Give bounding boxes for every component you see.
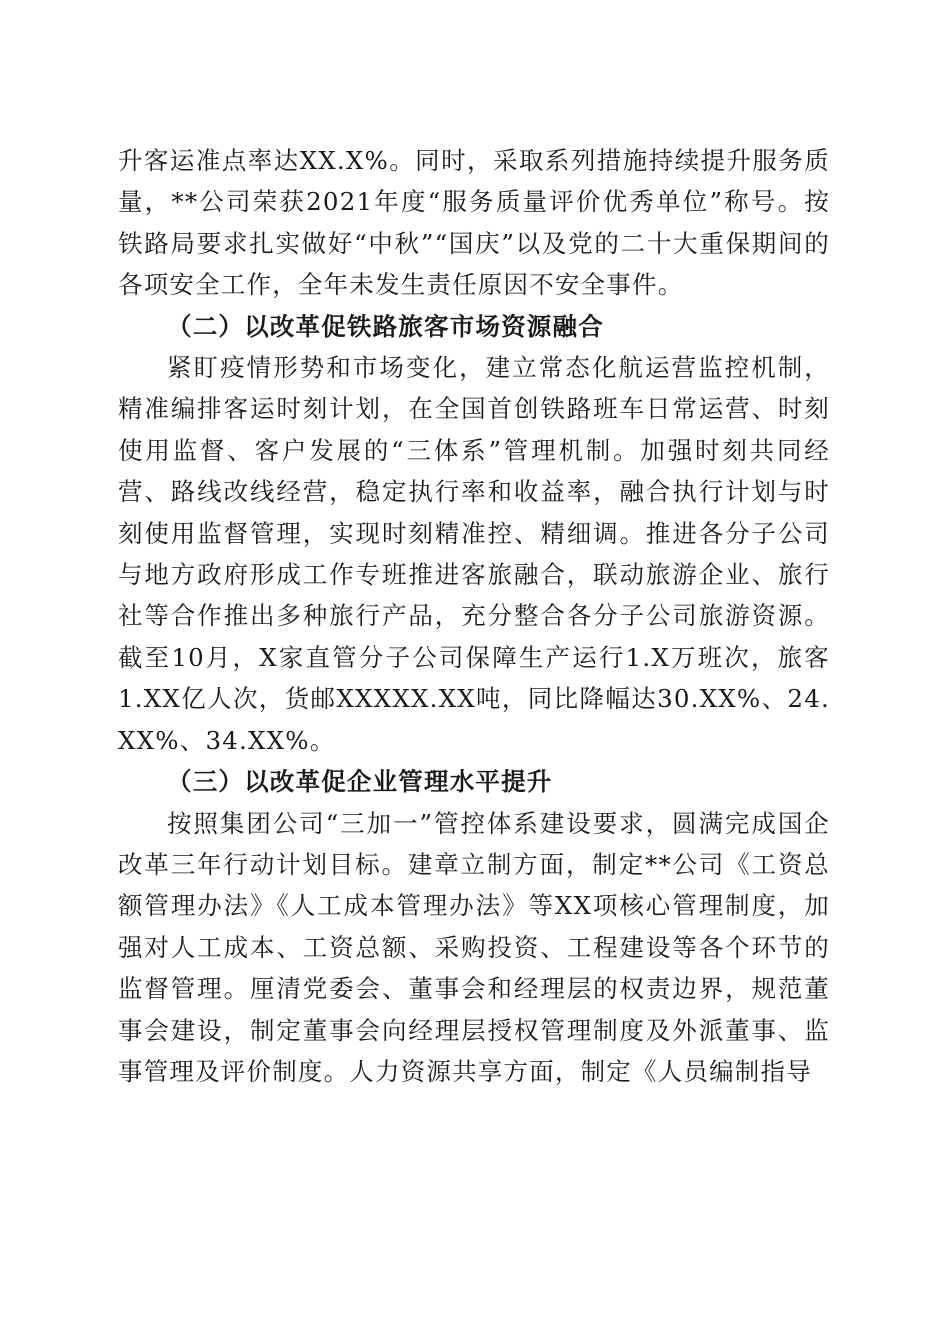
section-heading-2: （二）以改革促铁路旅客市场资源融合 [167, 311, 604, 341]
paragraph-section-2: 紧盯疫情形势和市场变化，建立常态化航运营监控机制，精准编排客运时刻计划，在全国首创铁路班车日常运营、时刻使用监督、客户发展的“三体系”管理机制。加强时刻共同经营、路线改线经营，稳定执行率和收益率，融合执行计划与时刻使用监督管理，实现时刻精准控、精细调。推进各分子公司与地方政府形成工作专班推进客旅融合，联动旅游企业、旅行社等合作推出多种旅行产品，充分整合各分子公司旅游资源。截至10月，X家直管分子公司保障生产运行1.X万班次，旅客1.XX亿人次，货邮XXXXX.XX吨，同比降幅达30.XX%、24.XX%、34.XX%。 [118, 353, 830, 755]
paragraph-section-3: 按照集团公司“三加一”管控体系建设要求，圆满完成国企改革三年行动计划目标。建章立制方面，制定**公司《工资总额管理办法》《人工成本管理办法》等XX项核心管理制度，加强对人工成本、工资总额、采购投资、工程建设等各个环节的监督管理。厘清党委会、董事会和经理层的权责边界，规范董事会建设，制定董事会向经理层授权管理制度及外派董事、监事管理及评价制度。人力资源共享方面，制定《人员编制指导 [118, 808, 830, 1086]
document-body [118, 140, 830, 1092]
section-heading-3: （三）以改革促企业管理水平提升 [167, 767, 553, 797]
paragraph-continued: 升客运准点率达XX.X%。同时，采取系列措施持续提升服务质量，**公司荣获2021年度“服务质量评价优秀单位”称号。按铁路局要求扎实做好“中秋”“国庆”以及党的二十大重保期间的各项安全工作，全年未发生责任原因不安全事件。 [118, 146, 830, 300]
